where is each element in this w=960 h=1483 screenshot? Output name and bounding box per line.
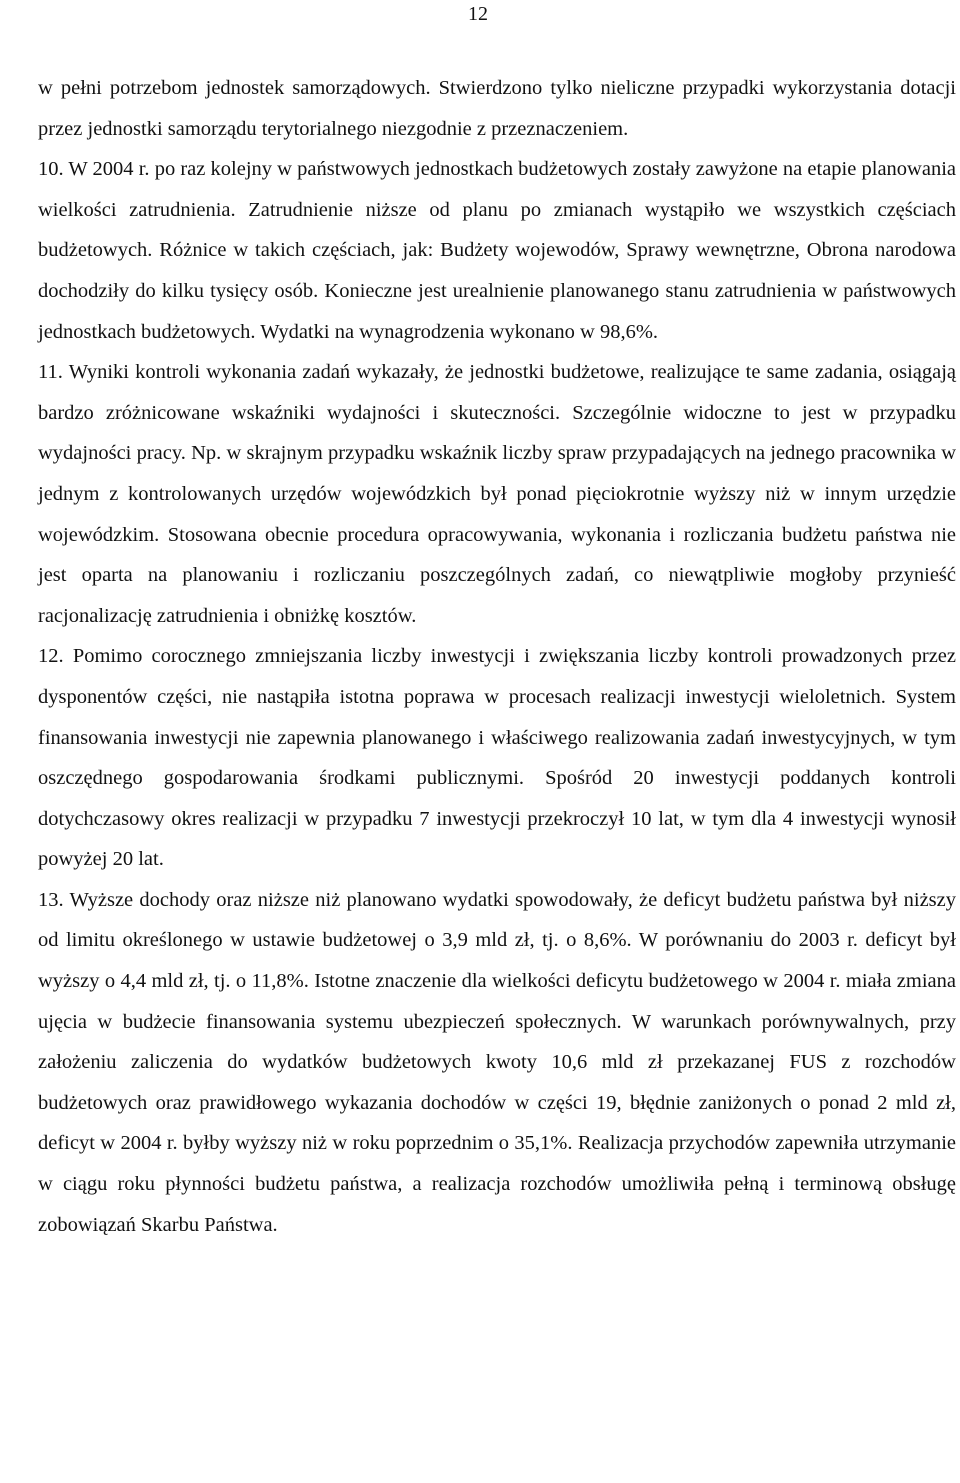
paragraph-continuation — [38, 68, 956, 149]
paragraph-number: 10. — [38, 158, 64, 181]
paragraph-text: Wyniki kontroli wykonania zadań wykazały, że jednostki budżetowe, realizujące te same zadania, osiągają bardzo zróżnicowane wskaźniki wydajności i skuteczności. Szczególnie widoczne to jest w przypadku wydajności pracy. Np. w skrajnym przypadku wskaźnik liczby spraw przypadających na jednego pracownika w jednym z kontrolowanych urzędów wojewódzkich był ponad pięciokrotnie wyższy niż w innym urzędzie wojewódzkim. Stosowana obecnie procedura opracowywania, wykonania i rozliczania budżetu państwa nie jest oparta na planowaniu i rozliczaniu poszczególnych zadań, co niewątpliwie mogłoby przynieść racjonalizację zatrudnienia i obniżkę kosztów. — [38, 361, 957, 627]
document-body — [38, 68, 956, 1245]
paragraph-text: Pomimo corocznego zmniejszania liczby inwestycji i zwiększania liczby kontroli prowadzonych przez dysponentów części, nie nastąpiła istotna poprawa w procesach realizacji inwestycji wieloletnich. System finansowania inwestycji nie zapewnia planowanego i właściwego realizowania zadań inwestycyjnych, w tym oszczędnego gospodarowania środkami publicznymi. Spośród 20 inwestycji poddanych kontroli dotychczasowy okres realizacji w przypadku 7 inwestycji przekroczył 10 lat, w tym dla 4 inwestycji wynosił powyżej 20 lat. — [38, 645, 957, 871]
paragraph-number: 11. — [38, 361, 63, 384]
paragraph-text: w pełni potrzebom jednostek samorządowych. Stwierdzono tylko nieliczne przypadki wykorzystania dotacji przez jednostki samorządu terytorialnego niezgodnie z przeznaczeniem. — [38, 77, 956, 140]
paragraph-13 — [38, 880, 956, 1245]
paragraph-text: Wyższe dochody oraz niższe niż planowano wydatki spowodowały, że deficyt budżetu państwa był niższy od limitu określonego w ustawie budżetowej o 3,9 mld zł, tj. o 8,6%. W porównaniu do 2003 r. deficyt był wyższy o 4,4 mld zł, tj. o 11,8%. Istotne znaczenie dla wielkości deficytu budżetowego w 2004 r. miała zmiana ujęcia w budżecie finansowania systemu ubezpieczeń społecznych. W warunkach porównywalnych, przy założeniu zaliczenia do wydatków budżetowych kwoty 10,6 mld zł przekazanej FUS z rozchodów budżetowych oraz prawidłowego wykazania dochodów w części 19, błędnie zaniżonych o ponad 2 mld zł, deficyt w 2004 r. byłby wyższy niż w roku poprzednim o 35,1%. Realizacja przychodów zapewniła utrzymanie w ciągu roku płynności budżetu państwa, a realizacja rozchodów umożliwiła pełną i terminową obsługę zobowiązań Skarbu Państwa. — [38, 888, 956, 1236]
paragraph-11 — [38, 352, 956, 636]
page-number: 12 — [468, 3, 488, 25]
paragraph-number: 13. — [38, 888, 64, 911]
paragraph-12 — [38, 636, 956, 880]
paragraph-text: W 2004 r. po raz kolejny w państwowych jednostkach budżetowych zostały zawyżone na etapie planowania wielkości zatrudnienia. Zatrudnienie niższe od planu po zmianach wystąpiło we wszystkich częściach budżetowych. Różnice w takich częściach, jak: Budżety wojewodów, Sprawy wewnętrzne, Obrona narodowa dochodziły do kilku tysięcy osób. Konieczne jest urealnienie planowanego stanu zatrudnienia w państwowych jednostkach budżetowych. Wydatki na wynagrodzenia wykonano w 98,6%. — [38, 158, 956, 343]
paragraph-10 — [38, 149, 956, 352]
paragraph-number: 12. — [38, 645, 64, 668]
